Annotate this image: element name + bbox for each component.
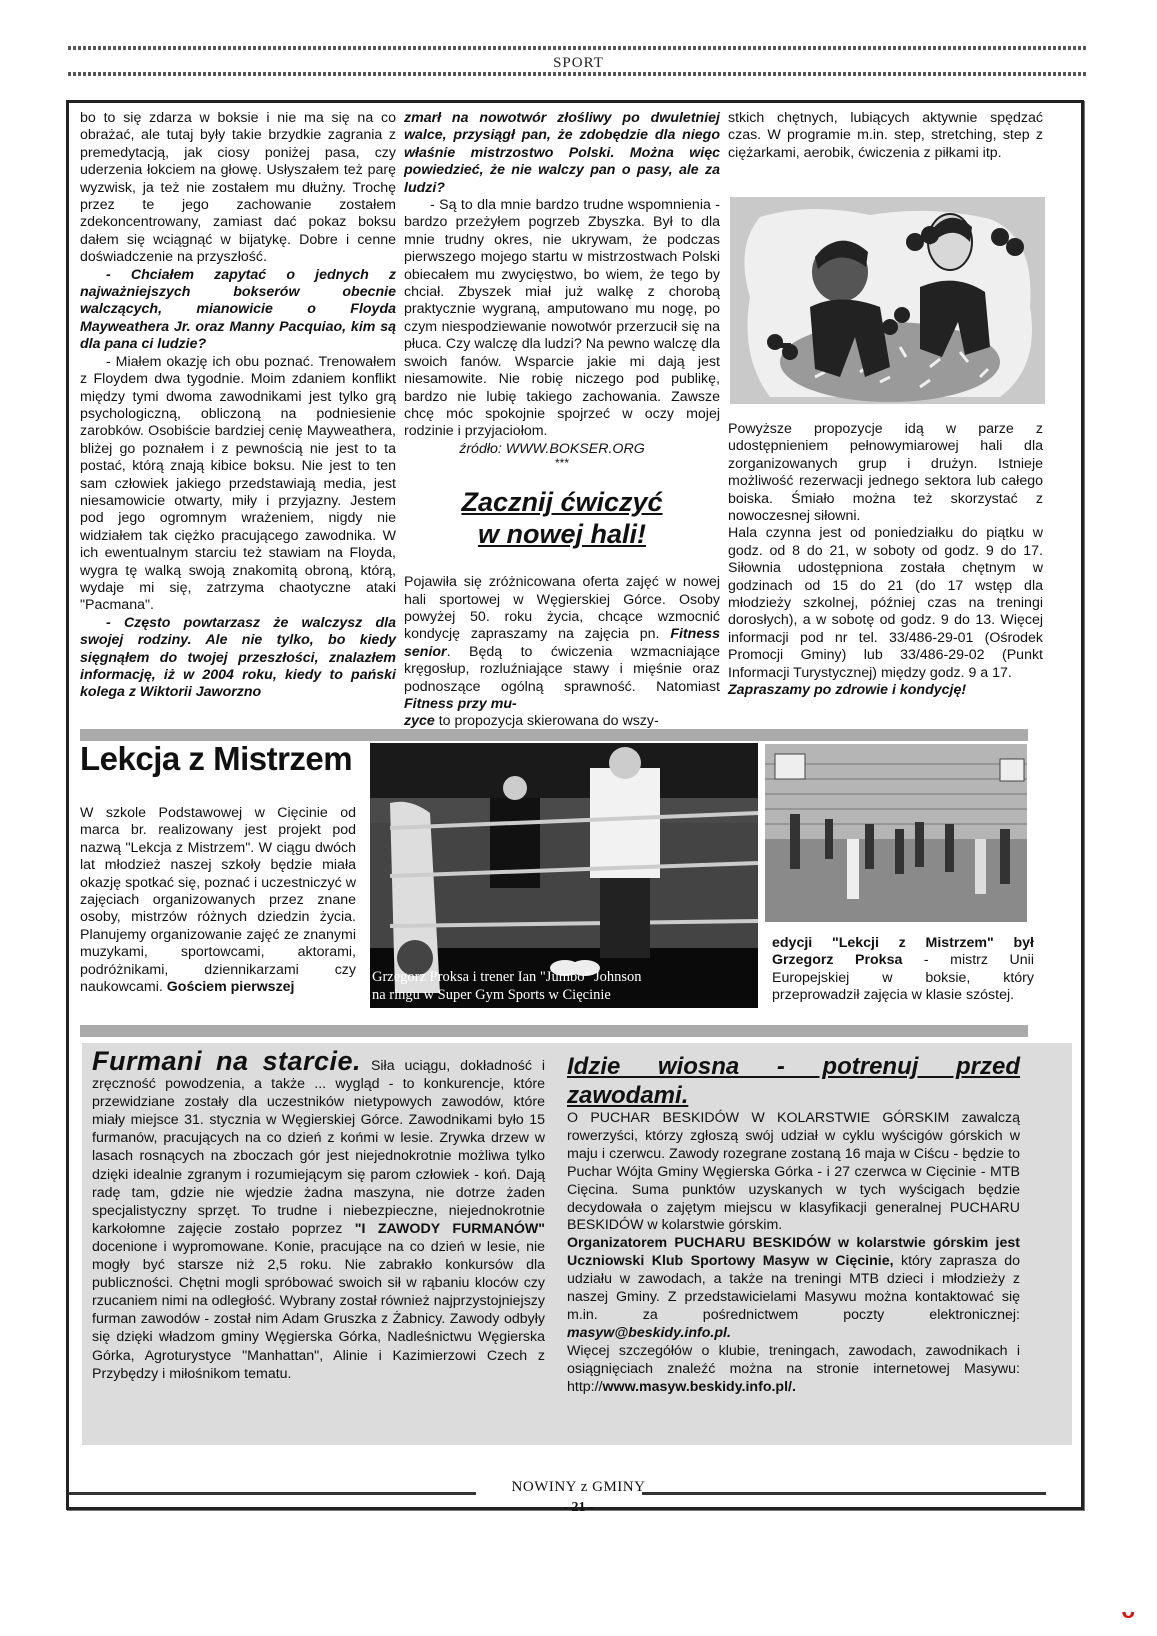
school-gym-photo: [765, 744, 1027, 922]
interview-column-2: [404, 110, 720, 731]
exercise-clipart-icon: [730, 197, 1045, 404]
wiosna-paragraph-1: O PUCHAR BESKIDÓW W KOLARSTWIE GÓRSKIM zawalczą rowerzyści, którzy zgłoszą swój udział w cyklu wyścigów górskich w maju i czerwcu. Zawody rozegrane zostaną 16 maja w Ciścu - będzie to Puchar Wójta Gminy Węgierska Górka - i 27 czerwca w Cięcinie - MTB Cięcina. Suma punktów uzyskanych w tych wyścigach będzie decydowała o zajętym miejscu w klasyfikacji generalnej PUCHARU BESKIDÓW w kolarstwie górskim.: [567, 1110, 1020, 1234]
lesson-body-continued: [772, 935, 1034, 1005]
wiosna-text: który zaprasza do udziału w zawodach, a także na treningi MTB dzieci i młodzieży z naszej Gminy. Z przedstawicielami Masywu można kontaktować się m.in. za pośrednictwem poczty elektronicznej:: [567, 1253, 1020, 1323]
lesson-guest-name: edycji "Lekcji z Mistrzem" był Grzegorz Proksa: [772, 935, 1034, 969]
lesson-text-end: - mistrz Unii Europejskiej w boksie, który przeprowadził zajęcia w klasie szóstej.: [772, 952, 1034, 1004]
furmani-event-name: "I ZAWODY FURMANÓW": [354, 1220, 545, 1237]
page-number: - 21 -: [563, 1500, 594, 1515]
section-title: SPORT: [553, 55, 604, 71]
wiosna-text: Więcej szczegółów o klubie, treningach, zawodach, zawodnikach i osiągnięciach znaleźć można na stronie internetowej Masywu: http://: [567, 1342, 1020, 1395]
lesson-title: Lekcja z Mistrzem: [80, 740, 353, 777]
lesson-body: [80, 805, 356, 996]
interview-answer: - Są to dla mnie bardzo trudne wspomnienia - bardzo przeżyłem pogrzeb Zbyszka. Był to dla mnie trudny okres, nie ukrywam, że podczas pierwszego mojego startu w mistrzostwach Polski obiecałem mu zwycięstwo, bo wiem, że tego by chciał. Zbyszek miał już walkę z chorobą praktycznie wygraną, amputowano mu nogę, po czym niespodziewanie nowotwór przerzucił się na płuca. Czy walczę dla ludzi? Na pewno walczę dla swoich fanów. Wsparcie jakie mi dają jest niesamowite. Nie robię niczego pod publikę, bardzo nie lubię takiego zachowania. Zawsze chcę móc spokojnie spojrzeć w oczy mojej rodzinie i przyjaciołom.: [404, 197, 720, 440]
interview-question: - Chciałem zapytać o jednych z najważniejszych bokserów obecnie walczących, mianowicie o Floyda Mayweathera Jr. oraz Manny Pacquiao, kim są dla pana ci ludzie?: [80, 266, 396, 353]
fitness-headline: [404, 486, 720, 550]
fitness-paragraph-2: Powyższe propozycje idą w parze z udostępnieniem pełnowymiarowej hali dla zorganizowanych grup i drużyn. Istnieje możliwość rezerwacji jednego sektora lub całego boiska. Śmiało można też skorzystać z nowoczesnej siłowni.: [728, 421, 1043, 525]
furmani-title: Furmani na starcie.: [92, 1046, 362, 1076]
fitness-headline-line-1: Zacznij ćwiczyć: [461, 487, 663, 518]
text: . Będą to ćwiczenia wzmacniające kręgosłup, rozluźniające stawy i mięśnie oraz podnoszące ogólną sprawność. Natomiast: [404, 643, 720, 695]
fitness-senior-label: Fitness senior: [404, 626, 720, 660]
gym-class-image: [765, 744, 1027, 922]
wiosna-paragraph-3: [567, 1343, 1020, 1397]
caption-line-1: Grzegorz Proksa i trener Ian "Jumbo" Johnson: [372, 969, 642, 985]
fitness-paragraph-1: Pojawiła się zróżnicowana oferta zajęć w nowej hali sportowej w Węgierskiej Górce. Osoby powyżej 50. roku życia, chcące wzmocnić kondycję zapraszamy na zajęcia pn. Fitness senior. Będą to ćwiczenia wzmacniające kręgosłup, rozluźniające stawy i mięśnie oraz podnoszące ogólną sprawność. Natomiast Fitness przy mu- zyce to propozycja skierowana do wszy-: [404, 574, 720, 730]
wiosna-article: [567, 1052, 1020, 1397]
text: Pojawiła się zróżnicowana oferta zajęć w nowej hali sportowej w Węgierskiej Górce. Osoby powyżej 50. roku życia, chcące wzmocnić kondycję zapraszamy na zajęcia pn.: [404, 574, 720, 643]
top-dotted-rule: [68, 46, 1088, 50]
wiosna-paragraph-2: [567, 1235, 1020, 1342]
lesson-text: W szkole Podstawowej w Cięcinie od marca br. realizowany jest projekt pod nazwą "Lekcja z Mistrzem". W ciągu dwóch lat młodzież naszej szkoły będzie miała okazję spotkać się, poznać i uczestniczyć w zajęciach organizowanych przez znane osoby, mistrzów różnych dziedzin życia. Planujemy organizowanie zajęć ze znanymi muzykami, sportowcami, aktorami, podróżnikami, dziennikarzami czy naukowcami.: [80, 805, 356, 996]
interview-source: źródło: WWW.BOKSER.ORG: [459, 440, 645, 457]
lesson-guest-bold: Gościem pierwszej: [166, 979, 295, 996]
fitness-paragraph-3: Hala czynna jest od poniedziałku do piątku w godz. od 8 do 21, w soboty od godz. 9 do 17. Siłownia udostępniona została chętnym w godzinach od 15 do 21 (do 17 wstęp dla młodzieży szkolnej, później czas na treningi dorosłych), a w sobotę od godz. 9 do 13. Więcej informacji pod nr tel. 33/486-29-01 (Ośrodek Promocji Gminy) lub 33/486-29-02 (Punkt Informacji Turystycznej) między godz. 9 a 17.: [728, 525, 1043, 681]
wiosna-title: Idzie wiosna - potrenuj przed zawodami.: [567, 1053, 1020, 1109]
fitness-music-label: Fitness przy mu- zyce: [404, 695, 517, 730]
interview-question-continued: zmarł na nowotwór złośliwy po dwuletniej walce, przysiągł pan, że zdobędzie dla niego właśnie mistrzostwo Polski. Można więc powiedzieć, że nie walczy pan o pasy, ale za ludzi?: [404, 110, 720, 196]
furmani-article: [92, 1046, 545, 1383]
interview-column-1: [80, 110, 396, 702]
caption-line-2: na ringu w Super Gym Sports w Cięcinie: [372, 987, 611, 1003]
fitness-closing: Zapraszamy po zdrowie i kondycję!: [728, 682, 967, 699]
corner-logo-icon: ᴗ: [1121, 1598, 1135, 1623]
exercise-illustration: [730, 197, 1045, 404]
boxing-photo-caption: [372, 968, 752, 1004]
interview-question: - Często powtarzasz że walczysz dla swojej rodziny. Ale nie tylko, bo kiedy sięgnąłem do twojej przeszłości, znalazłem informację, iż w 2004 roku, kiedy to pański kolega z Wiktorii Jaworzno: [80, 614, 396, 701]
fitness-headline-line-2: w nowej hali!: [477, 519, 646, 550]
interview-paragraph: bo to się zdarza w boksie i nie ma się na co obrażać, ale tutaj były takie brzydkie zagrania z premedytacją, jak ciosy poniżej pasa, czy uderzenia łokciem na głowę. Usłyszałem też parę wyzwisk, ja też nie zostałem mu dłużny. Trochę przez te jego zachowanie zostałem zdekoncentrowany, zamiast dać pokaz boksu dałem się wciągnąć w bijatykę. Dobre i cenne doświadczenie na przyszłość.: [80, 110, 396, 266]
fitness-column-3: [728, 110, 1043, 162]
publication-title: NOWINY z GMINY: [511, 1479, 646, 1495]
fitness-paragraph-1-cont: stkich chętnych, lubiących aktywnie spędzać czas. W programie m.in. step, stretching, step z ciężarkami, aerobik, ćwiczenia z piłkami itp.: [728, 110, 1043, 161]
interview-answer: - Miałem okazję ich obu poznać. Trenowałem z Floydem dwa tygodnie. Moim zdaniem konflikt między tymi dwoma zawodnikami jest tylko grą psychologiczną, obliczoną na podniesienie zarobków. Osobiście bardziej cenię Mayweathera, bliżej go poznałem i z pewnością nie jest to ta postać, którą znają kibice boksu. Nie jest to ten sam człowiek jakiego przedstawiają media, jest niesamowicie otwarty, miły i przyjazny. Jestem pod jego ogromnym wrażeniem, nigdy nie widziałem tak ciężko pracującego zawodnika. W ich ewentualnym starciu też stawiam na Floyda, wygra tę walką swoją znakomitą obroną, którą, wydaje mi się, zatrzyma chaotyczne ataki "Pacmana".: [80, 353, 396, 614]
wiosna-organizer: Organizatorem PUCHARU BESKIDÓW w kolarstwie górskim jest Uczniowski Klub Sportowy Masyw w Cięcinie,: [567, 1235, 1020, 1270]
contact-email-link[interactable]: masyw@beskidy.info.pl.: [567, 1324, 731, 1341]
furmani-text: docenione i wypromowane. Konie, pracujące na co dzień w lesie, nie mogły być starsze niż 2,5 roku. Nie zabrakło konkursów dla publiczności. Chętni mogli spróbować swoich sił w rąbaniu kloców czy rzucaniem nimi na odległość. Wybrany został również najprzystojniejszy furman zawodów - został nim Adam Gruszka z Żabnicy. Zawody odbyły się dzięki władzom gminy Węgierska Górka, Nadleśnictwu Węgierska Górka, Agroturystyce "Manhattan", Alinie i Kazimierzowi Czech z Przybędzy i miłośnikom tematu.: [92, 1238, 545, 1382]
top-dotted-rule-2: [68, 72, 1088, 76]
divider-bar: [80, 1025, 1028, 1037]
fitness-column-3-lower: [728, 421, 1043, 700]
separator-stars: ***: [554, 456, 569, 471]
website-link[interactable]: www.masyw.beskidy.info.pl/.: [602, 1378, 796, 1395]
furmani-text: Siła uciągu, dokładność i zręczność powodzenia, a także ... wygląd - to konkurencje, które przewidziane zostały dla uczestników nietypowych zawodów, które miały miejsce 31. stycznia w Węgierskiej Górce. Zawodnikami było 15 furmanów, pracujących na co dzień z końmi w lesie. Zrywka drzew w lasach rosnących na zboczach gór jest niejednokrotnie możliwa tylko dzięki idealnie zgranym i rozumiejącym się parom człowiek - koń. Dają radę tam, gdzie nie wjedzie żadna maszyna, nie dotrze żaden specjalistyczny sprzęt. To trudne i niebezpieczne, niejednokrotnie karkołomne zajęcie zostało poprzez: [92, 1058, 545, 1237]
